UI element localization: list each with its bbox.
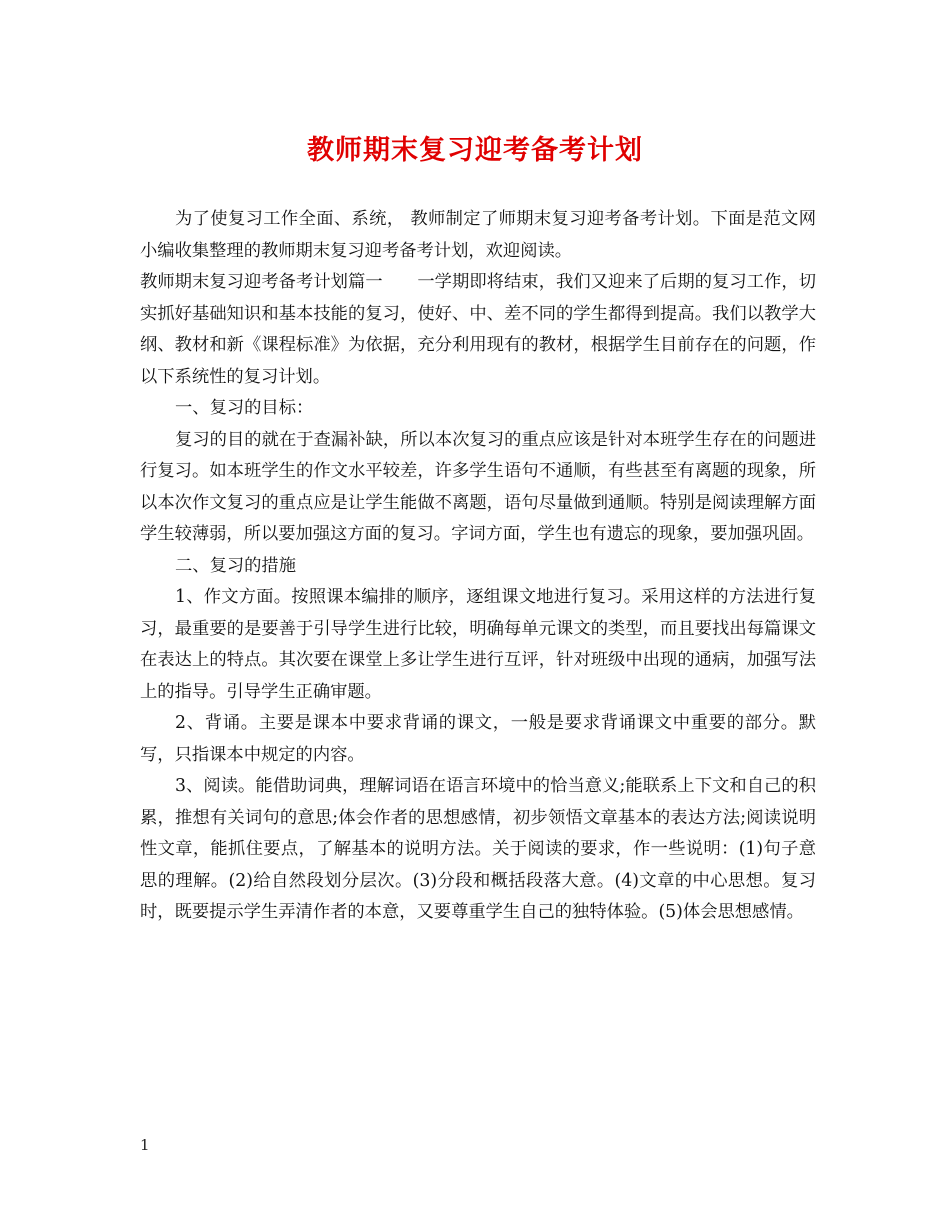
- paragraph-intro: 为了使复习工作全面、系统， 教师制定了师期末复习迎考备考计划。下面是范文网小编收集整理的教师期末复习迎考备考计划，欢迎阅读。: [140, 209, 816, 261]
- heading-review-goals: 一、复习的目标：: [175, 398, 314, 418]
- heading-review-measures: 二、复习的措施: [175, 555, 296, 576]
- paragraph-review-goals: 复习的目的就在于查漏补缺，所以本次复习的重点应该是针对本班学生存在的问题进行复习。如本班学生的作文水平较差，许多学生语句不通顺，有些甚至有离题的现象，所以本次作文复习的重点应是让学生能做不离题，语句尽量做到通顺。特别是阅读理解方面学生较薄弱，所以要加强这方面的复习。字词方面，学生也有遗忘的现象，要加强巩固。: [140, 429, 816, 544]
- paragraph-composition: 1、作文方面。按照课本编排的顺序，逐组课文地进行复习。采用这样的方法进行复习，最重要的是要善于引导学生进行比较，明确每单元课文的类型，而且要找出每篇课文在表达上的特点。其次要在课堂上多让学生进行互评，针对班级中出现的通病，加强写法上的指导。引导学生正确审题。: [140, 587, 816, 702]
- paragraph-recitation: 2、背诵。主要是课本中要求背诵的课文，一般是要求背诵课文中重要的部分。默写，只指课本中规定的内容。: [140, 713, 816, 765]
- page-number: 1: [140, 1136, 150, 1154]
- paragraph-plan-one: 教师期末复习迎考备考计划篇一 一学期即将结束，我们又迎来了后期的复习工作，切实抓好基础知识和基本技能的复习，使好、中、差不同的学生都得到提高。我们以教学大纲、教材和新《课程标准》为依据，充分利用现有的教材，根据学生目前存在的问题，作以下系统性的复习计划。: [140, 272, 816, 387]
- paragraph-reading: 3、阅读。能借助词典，理解词语在语言环境中的恰当意义;能联系上下文和自己的积累，推想有关词句的意思;体会作者的思想感情，初步领悟文章基本的表达方法;阅读说明性文章，能抓住要点，了解基本的说明方法。关于阅读的要求，作一些说明：(1)句子意思的理解。(2)给自然段划分层次。(3)分段和概括段落大意。(4)文章的中心思想。复习时，既要提示学生弄清作者的本意，又要尊重学生自己的独特体验。(5)体会思想感情。: [140, 776, 816, 922]
- document-body: [140, 204, 816, 929]
- document-title: 教师期末复习迎考备考计划: [307, 135, 643, 166]
